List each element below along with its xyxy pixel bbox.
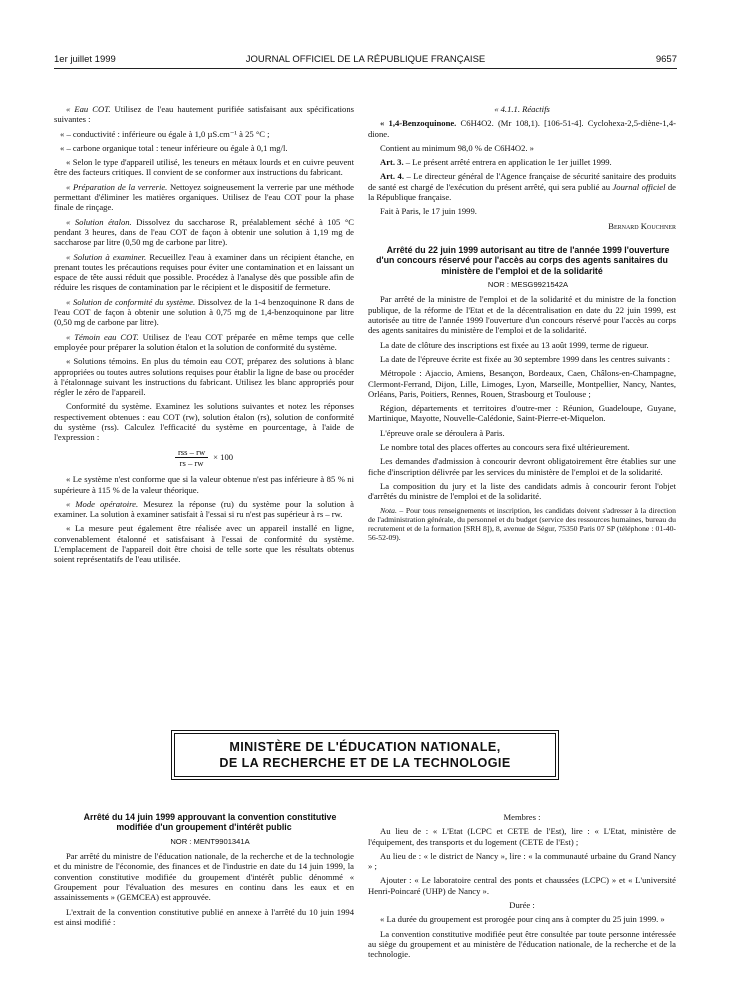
efficiency-formula bbox=[54, 447, 354, 469]
type-appareil-paragraph: « Selon le type d'appareil utilisé, les teneurs en métaux lourds et en cuivre peuvent être des facteurs critiques. Il convient de se conformer aux instructions du fabricant. bbox=[54, 157, 354, 178]
arrete-22-juin-p8: Les demandes d'admission à concourir devront obligatoirement être établies sur une fiche d'inscription délivrée par les services du ministère de l'emploi et de la solidarité. bbox=[368, 456, 676, 477]
membres-p1: Au lieu de : « L'Etat (LCPC et CETE de l'Est), lire : « L'Etat, ministère de l'équipement, des transports et du logement (CETE de l'Est) ; bbox=[368, 826, 676, 847]
systeme-conforme-paragraph: « Le système n'est conforme que si la valeur obtenue n'est pas inférieure à 85 % ni supérieure à 115 % de la valeur théorique. bbox=[54, 474, 354, 495]
solution-etalon-paragraph: « Solution étalon. Dissolvez du saccharose R, préalablement séché à 105 °C pendant 3 heures, dans de l'eau COT de façon à obtenir une solution à 1,19 mg de saccharose par litre (0,50 mg de carbone par litre). bbox=[54, 216, 354, 248]
bottom-left-column bbox=[54, 812, 354, 931]
arrete-14-juin-p1: Par arrêté du ministre de l'éducation nationale, de la recherche et de la technologie et du ministre de l'économie, des finances et de l'industrie en date du 14 juin 1999, la convention constitutive modifiée du groupement d'intérêt public dénommé « Groupement pour l'évaluation des mesures en continu dans les eaux et en assainissements » (GEMCEA) est approuvée. bbox=[54, 851, 354, 903]
page-header bbox=[54, 54, 677, 68]
arrete-22-juin-p5: Région, départements et territoires d'outre-mer : Réunion, Guadeloupe, Guyane, Martinique, Mayotte, Nouvelle-Calédonie, Saint-Pierre-et-Miquelon. bbox=[368, 403, 676, 424]
spec-bullet-carbone: « – carbone organique total : teneur inférieure ou égale à 0,1 mg/l. bbox=[60, 142, 288, 153]
arrete-14-juin-nor: NOR : MENT9901341A bbox=[170, 836, 250, 846]
duree-heading: Durée : bbox=[509, 900, 535, 911]
arrete-22-juin-p3: La date de l'épreuve écrite est fixée au 30 septembre 1999 dans les centres suivants : bbox=[380, 353, 671, 364]
bottom-right-column bbox=[368, 812, 676, 964]
article-3: Art. 3. – Le présent arrêté entrera en application le 1er juillet 1999. bbox=[380, 157, 612, 168]
eau-cot-paragraph: « Eau COT. Utilisez de l'eau hautement purifiée satisfaisant aux spécifications suivantes : bbox=[54, 104, 354, 125]
convention-p5: La convention constitutive modifiée peut être consultée par toute personne intéressée au siège du groupement et au ministère de l'éducation nationale, de la recherche et de la technologie. bbox=[368, 928, 676, 960]
formula-multiplier: × 100 bbox=[213, 452, 234, 463]
solution-conformite-paragraph: « Solution de conformité du système. Dissolvez de la 1-4 benzoquinone R dans de l'eau COT de façon à obtenir une solution à 0,75 mg de 1,4-benzoquinone par litre (0,50 mg de carbone par litre). bbox=[54, 296, 355, 328]
arrete-22-juin-nor: NOR : MESG9921542A bbox=[487, 280, 569, 290]
formula-numerator: rss – rw bbox=[175, 447, 208, 458]
arrete-22-juin-p7: Le nombre total des places offertes au concours sera fixé ultérieurement. bbox=[380, 442, 630, 453]
benzoquinone-content: Contient au minimum 98,0 % de C6H4O2. » bbox=[380, 142, 534, 153]
membres-p2: Au lieu de : « le district de Nancy », lire : « la communauté urbaine du Grand Nancy » ; bbox=[368, 850, 676, 872]
left-top-column bbox=[54, 104, 354, 569]
ministry-banner bbox=[174, 733, 556, 777]
fait-a-paris: Fait à Paris, le 17 juin 1999. bbox=[380, 206, 477, 217]
benzoquinone-paragraph: « 1,4-Benzoquinone. C6H4O2. (Mr 108,1). [106-51-4]. Cyclohexa-2,5-diène-1,4-dione. bbox=[368, 118, 676, 139]
spec-bullet-conductivite: « – conductivité : inférieure ou égale à 1,0 µS.cm⁻¹ à 25 °C ; bbox=[60, 128, 270, 139]
ministry-banner-line-1: MINISTÈRE DE L'ÉDUCATION NATIONALE, bbox=[229, 740, 501, 754]
signature: Bernard Kouchner bbox=[608, 220, 676, 231]
formula-denominator: rs – rw bbox=[179, 457, 204, 468]
verrerie-paragraph: « Préparation de la verrerie. Nettoyez soigneusement la verrerie par une méthode permettant d'éliminer les matières organiques. Utilisez de l'eau COT pour la phase finale de rinçage. bbox=[54, 181, 354, 213]
reactifs-section-heading: « 4.1.1. Réactifs bbox=[494, 104, 550, 114]
ministry-banner-line-2: DE LA RECHERCHE ET DE LA TECHNOLOGIE bbox=[219, 756, 511, 770]
conformite-systeme-paragraph: Conformité du système. Examinez les solutions suivantes et notez les réponses respectivement obtenues : eau COT (rw), solution étalon (rs), solution de conformité du système (rss). Calculez l'efficacité du système en pourcentage, à l'aide de l'expression : bbox=[54, 401, 354, 443]
duree-p4: « La durée du groupement est prorogée pour cinq ans à compter du 25 juin 1999. » bbox=[380, 914, 665, 925]
mesure-en-ligne-paragraph: « La mesure peut également être réalisée avec un appareil installé en ligne, convenablement étalonné et satisfaisant à l'essai de conformité du système. L'emplacement de l'appareil doit être choisi de telle sorte que les résultats obtenus soient représentatifs de l'eau utilisée. bbox=[54, 523, 354, 565]
arrete-22-juin-p6: L'épreuve orale se déroulera à Paris. bbox=[380, 427, 505, 438]
arrete-14-juin-p2: L'extrait de la convention constitutive publié en annexe à l'arrêté du 10 juin 1994 est ainsi modifié : bbox=[54, 906, 354, 927]
arrete-22-juin-p4: Métropole : Ajaccio, Amiens, Besançon, Bordeaux, Caen, Châlons-en-Champagne, Clermont-Ferrand, Dijon, Lille, Limoges, Lyon, Marseille, Montpellier, Nancy, Nantes, Orléans, Paris, Poitiers, Rennes, Rouen, Strasbourg et Toulouse ; bbox=[368, 368, 676, 399]
right-top-column bbox=[368, 104, 676, 546]
solution-examiner-paragraph: « Solution à examiner. Recueillez l'eau à examiner dans un récipient étanche, en prenant toutes les précautions requises pour éviter une contamination et en laissant un espace de tête aussi réduit que possible. Procédez à l'analyse dès que possible afin de réduire les risques de contamination par le récipient et le dispositif de fermeture. bbox=[54, 251, 354, 293]
arrete-22-juin-note: Nota. – Pour tous renseignements et inscription, les candidats doivent s'adresser à la direction de l'administration générale, du personnel et du budget (service des ressources humaines, bureau du recrutement et de la formation [SRH 8]), 8, avenue de Ségur, 75350 Paris 07 SP (téléphone : 01-40-56-52-09). bbox=[368, 505, 676, 543]
article-4: Art. 4. – Le directeur général de l'Agence française de sécurité sanitaire des produits de santé est chargé de l'exécution du présent arrêté, qui sera publié au Journal officiel de la République française. bbox=[368, 171, 676, 203]
membres-heading: Membres : bbox=[503, 812, 541, 822]
solutions-temoins-paragraph: « Solutions témoins. En plus du témoin eau COT, préparez des solutions à blanc appropriées ou toutes autres solutions requises pour établir la ligne de base ou procéder à l'étalonnage suivant les instructions du fabricant. Utilisez les blanc appropriés pour régler le zéro de l'appareil. bbox=[54, 356, 354, 398]
arrete-22-juin-p1: Par arrêté de la ministre de l'emploi et de la solidarité et du ministre de la fonction publique, de la réforme de l'Etat et de la décentralisation en date du 22 juin 1999, est autorisée au titre de l'année 1999 l'ouverture d'un concours réservé pour l'accès au corps des agents sanitaires du ministère de l'emploi et de la solidarité. bbox=[368, 294, 676, 336]
arrete-22-juin-p9: La composition du jury et la liste des candidats admis à concourir feront l'objet d'arrêtés du ministre de l'emploi et de la solidarité. bbox=[368, 480, 676, 502]
header-date: 1er juillet 1999 bbox=[54, 54, 116, 65]
header-journal-title: JOURNAL OFFICIEL DE LA RÉPUBLIQUE FRANÇAISE bbox=[245, 54, 486, 65]
arrete-22-juin-p2: La date de clôture des inscriptions est fixée au 13 août 1999, terme de rigueur. bbox=[380, 339, 649, 350]
temoin-cot-paragraph: « Témoin eau COT. Utilisez de l'eau COT préparée en même temps que celle employée pour préparer la solution étalon et la solution de conformité du système. bbox=[54, 331, 354, 352]
arrete-22-juin-title: Arrêté du 22 juin 1999 autorisant au titre de l'année 1999 l'ouverture d'un concours réservé pour l'accès au corps des agents sanitaires du ministère de l'emploi et de la solidarité bbox=[376, 244, 670, 276]
arrete-14-juin-title: Arrêté du 14 juin 1999 approuvant la convention constitutive modifiée d'un groupement d'intérêt public bbox=[83, 812, 337, 833]
membres-p3: Ajouter : « Le laboratoire central des ponts et chaussées (LCPC) » et « L'université Henri-Poincaré (UHP) de Nancy ». bbox=[368, 875, 676, 896]
mode-operatoire-paragraph: « Mode opératoire. Mesurez la réponse (ru) du système pour la solution à examiner. La solution à examiner satisfait à l'essai si ru n'est pas supérieur à rs – rw. bbox=[54, 498, 354, 520]
header-rule bbox=[54, 68, 677, 69]
header-page-number: 9657 bbox=[655, 54, 677, 65]
